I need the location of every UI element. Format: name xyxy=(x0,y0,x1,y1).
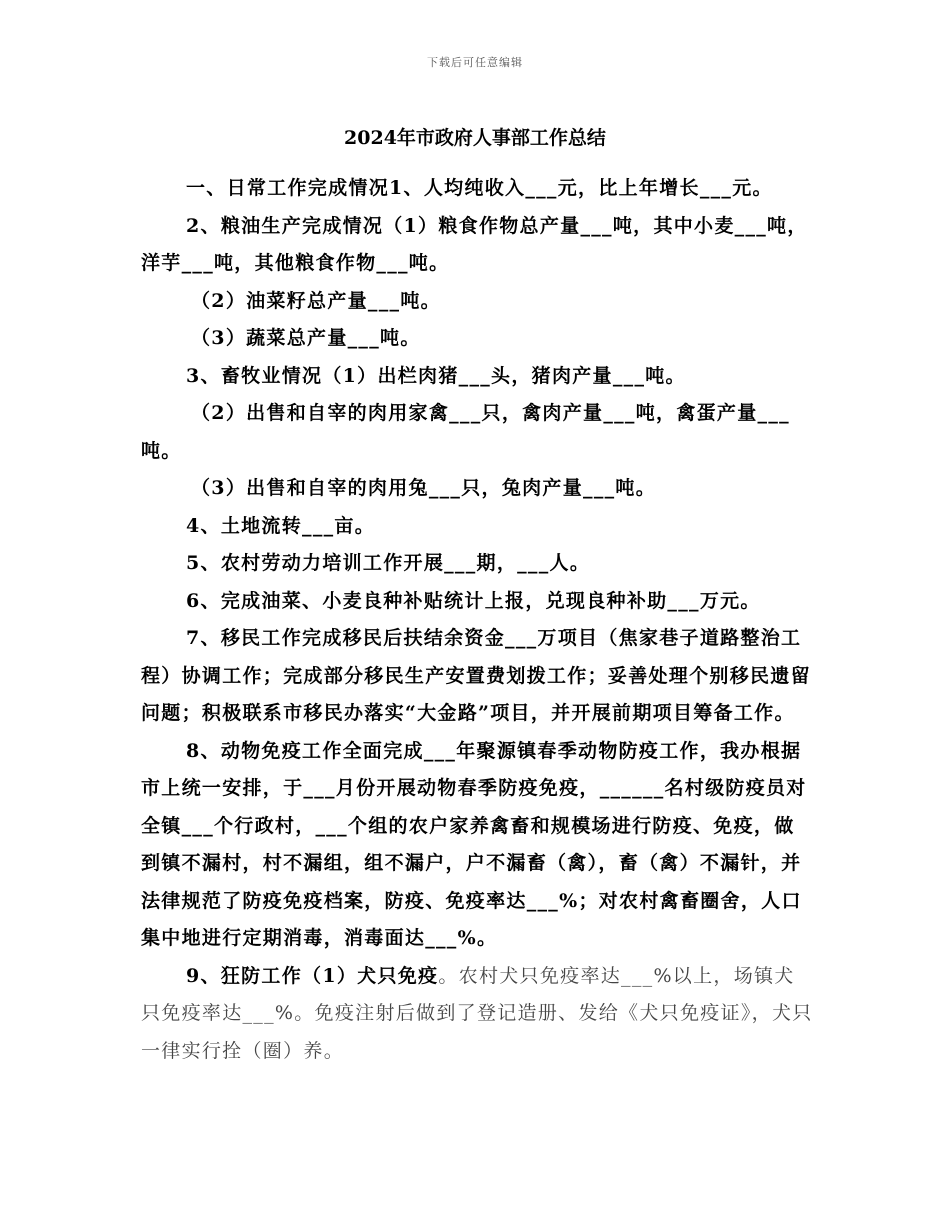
paragraph-13-bold: 9、狂防工作（1）犬只免疫 xyxy=(186,964,439,987)
paragraph-2: 2、粮油生产完成情况（1）粮食作物总产量___吨，其中小麦___吨，洋芋___吨，其他粮食作物___吨。 xyxy=(141,214,808,274)
paragraph-12: 8、动物免疫工作全面完成___年聚源镇春季动物防疫工作，我办根据市上统一安排，于___月份开展动物春季防疫免疫，______名村级防疫员对全镇___个行政村，___个组的农户家养禽畜和规模场进行防疫、免疫，做到镇不漏村，村不漏组，组不漏户，户不漏畜（禽），畜（禽）不漏针，并法律规范了防疫免疫档案，防疫、免疫率达___%；对农村禽畜圈舍，人口集中地进行定期消毒，消毒面达___%。 xyxy=(141,739,807,949)
document-title: 2024年市政府人事部工作总结 xyxy=(344,127,606,149)
paragraph-13-regular: 。农村犬只免疫率达___%以上，场镇犬只免疫率达___%。免疫注射后做到了登记造册、发给《犬只免疫证》，犬只一律实行拴（圈）养。 xyxy=(141,964,813,1062)
paragraph-13 xyxy=(141,958,813,1071)
paragraph-3: （2）油菜籽总产量___吨。 xyxy=(191,289,441,312)
document-body xyxy=(141,170,813,1070)
paragraph-1: 一、日常工作完成情况1、人均纯收入___元，比上年增长___元。 xyxy=(186,177,773,199)
paragraph-9: 5、农村劳动力培训工作开展___期，___人。 xyxy=(186,552,591,574)
paragraph-4: （3）蔬菜总产量___吨。 xyxy=(191,327,421,349)
header-note: 下载后可任意编辑 xyxy=(427,56,523,69)
paragraph-7: （3）出售和自宰的肉用兔___只，兔肉产量___吨。 xyxy=(191,477,657,499)
paragraph-6: （2）出售和自宰的肉用家禽___只，禽肉产量___吨，禽蛋产量___吨。 xyxy=(141,402,790,462)
paragraph-5: 3、畜牧业情况（1）出栏肉猪___头，猪肉产量___吨。 xyxy=(186,364,686,387)
paragraph-10: 6、完成油菜、小麦良种补贴统计上报，兑现良种补助___万元。 xyxy=(186,589,761,612)
paragraph-8: 4、土地流转___亩。 xyxy=(186,514,376,537)
paragraph-11: 7、移民工作完成移民后扶结余资金___万项目（焦家巷子道路整治工程）协调工作；完成部分移民生产安置费划拨工作；妥善处理个别移民遗留问题；积极联系市移民办落实“大金路”项目，并开展前期项目筹备工作。 xyxy=(141,627,811,724)
